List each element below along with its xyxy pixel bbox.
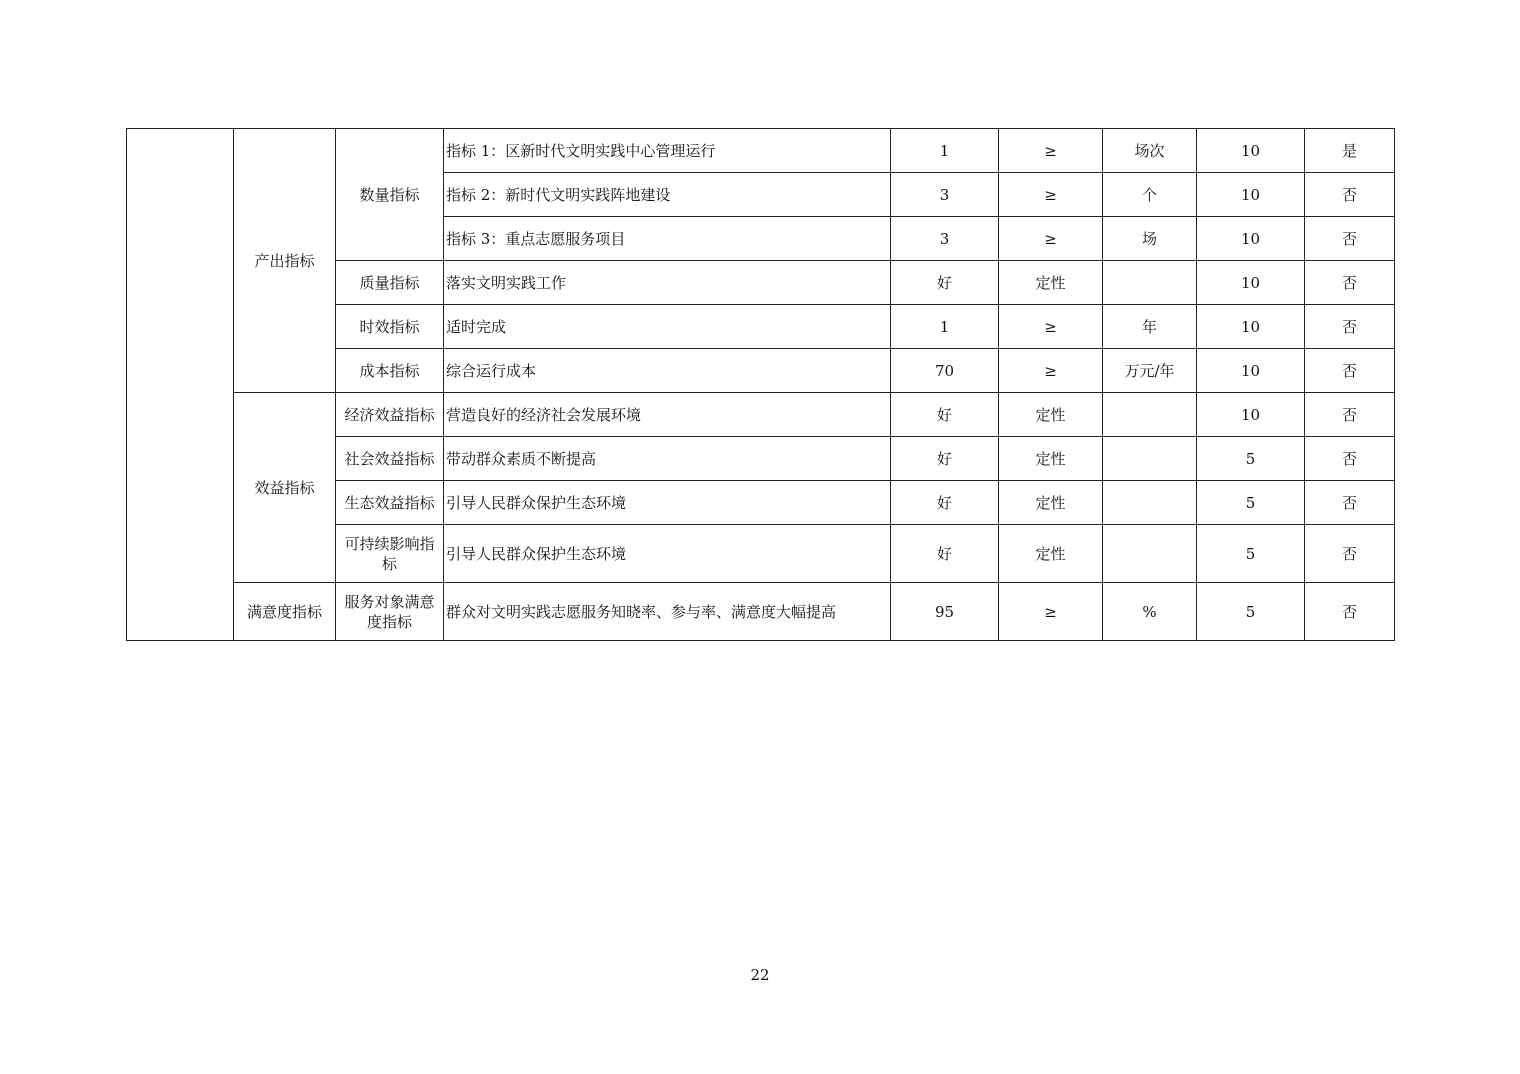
score-cell: 10 — [1197, 217, 1305, 261]
flag-cell: 否 — [1305, 349, 1395, 393]
indicator-cell: 综合运行成本 — [444, 349, 891, 393]
indicator-cell: 群众对文明实践志愿服务知晓率、参与率、满意度大幅提高 — [444, 583, 891, 641]
score-cell: 10 — [1197, 129, 1305, 173]
operator-cell: ≥ — [999, 173, 1103, 217]
level2-sustainable-cell: 可持续影响指标 — [336, 525, 444, 583]
value-cell: 3 — [891, 217, 999, 261]
indicator-cell: 营造良好的经济社会发展环境 — [444, 393, 891, 437]
page-number: 22 — [750, 966, 770, 984]
indicator-cell: 引导人民群众保护生态环境 — [444, 525, 891, 583]
score-cell: 5 — [1197, 583, 1305, 641]
level2-service-cell: 服务对象满意度指标 — [336, 583, 444, 641]
score-cell: 10 — [1197, 305, 1305, 349]
unit-cell — [1103, 481, 1197, 525]
score-cell: 5 — [1197, 481, 1305, 525]
flag-cell: 否 — [1305, 583, 1395, 641]
value-cell: 好 — [891, 437, 999, 481]
flag-cell: 否 — [1305, 305, 1395, 349]
unit-cell — [1103, 261, 1197, 305]
level2-quantity-cell: 数量指标 — [336, 129, 444, 261]
performance-indicator-table — [126, 128, 1395, 641]
table-row — [127, 393, 1395, 437]
operator-cell: 定性 — [999, 481, 1103, 525]
level2-social-cell: 社会效益指标 — [336, 437, 444, 481]
operator-cell: ≥ — [999, 305, 1103, 349]
level1-benefit-cell: 效益指标 — [234, 393, 336, 583]
blank-first-column-cell — [127, 129, 234, 641]
operator-cell: 定性 — [999, 437, 1103, 481]
indicator-cell: 指标 2：新时代文明实践阵地建设 — [444, 173, 891, 217]
unit-cell: 年 — [1103, 305, 1197, 349]
indicator-cell: 指标 1：区新时代文明实践中心管理运行 — [444, 129, 891, 173]
level1-satisfaction-cell: 满意度指标 — [234, 583, 336, 641]
indicator-cell: 适时完成 — [444, 305, 891, 349]
score-cell: 10 — [1197, 393, 1305, 437]
table-row — [127, 129, 1395, 173]
unit-cell — [1103, 525, 1197, 583]
level1-output-cell: 产出指标 — [234, 129, 336, 393]
value-cell: 95 — [891, 583, 999, 641]
value-cell: 3 — [891, 173, 999, 217]
unit-cell: 个 — [1103, 173, 1197, 217]
value-cell: 好 — [891, 481, 999, 525]
operator-cell: ≥ — [999, 217, 1103, 261]
level2-economic-cell: 经济效益指标 — [336, 393, 444, 437]
value-cell: 好 — [891, 525, 999, 583]
unit-cell: % — [1103, 583, 1197, 641]
flag-cell: 否 — [1305, 481, 1395, 525]
score-cell: 10 — [1197, 349, 1305, 393]
operator-cell: 定性 — [999, 393, 1103, 437]
score-cell: 5 — [1197, 525, 1305, 583]
score-cell: 10 — [1197, 173, 1305, 217]
score-cell: 5 — [1197, 437, 1305, 481]
flag-cell: 是 — [1305, 129, 1395, 173]
score-cell: 10 — [1197, 261, 1305, 305]
value-cell: 1 — [891, 129, 999, 173]
unit-cell — [1103, 393, 1197, 437]
level2-cost-cell: 成本指标 — [336, 349, 444, 393]
operator-cell: 定性 — [999, 525, 1103, 583]
flag-cell: 否 — [1305, 217, 1395, 261]
operator-cell: 定性 — [999, 261, 1103, 305]
flag-cell: 否 — [1305, 393, 1395, 437]
operator-cell: ≥ — [999, 349, 1103, 393]
flag-cell: 否 — [1305, 173, 1395, 217]
level2-timeliness-cell: 时效指标 — [336, 305, 444, 349]
indicator-cell: 引导人民群众保护生态环境 — [444, 481, 891, 525]
value-cell: 好 — [891, 393, 999, 437]
flag-cell: 否 — [1305, 437, 1395, 481]
operator-cell: ≥ — [999, 583, 1103, 641]
value-cell: 好 — [891, 261, 999, 305]
indicator-cell: 指标 3：重点志愿服务项目 — [444, 217, 891, 261]
flag-cell: 否 — [1305, 525, 1395, 583]
level2-ecological-cell: 生态效益指标 — [336, 481, 444, 525]
unit-cell: 万元/年 — [1103, 349, 1197, 393]
unit-cell: 场次 — [1103, 129, 1197, 173]
indicator-cell: 落实文明实践工作 — [444, 261, 891, 305]
value-cell: 1 — [891, 305, 999, 349]
table-row — [127, 583, 1395, 641]
unit-cell: 场 — [1103, 217, 1197, 261]
flag-cell: 否 — [1305, 261, 1395, 305]
value-cell: 70 — [891, 349, 999, 393]
level2-quality-cell: 质量指标 — [336, 261, 444, 305]
unit-cell — [1103, 437, 1197, 481]
operator-cell: ≥ — [999, 129, 1103, 173]
indicator-cell: 带动群众素质不断提高 — [444, 437, 891, 481]
